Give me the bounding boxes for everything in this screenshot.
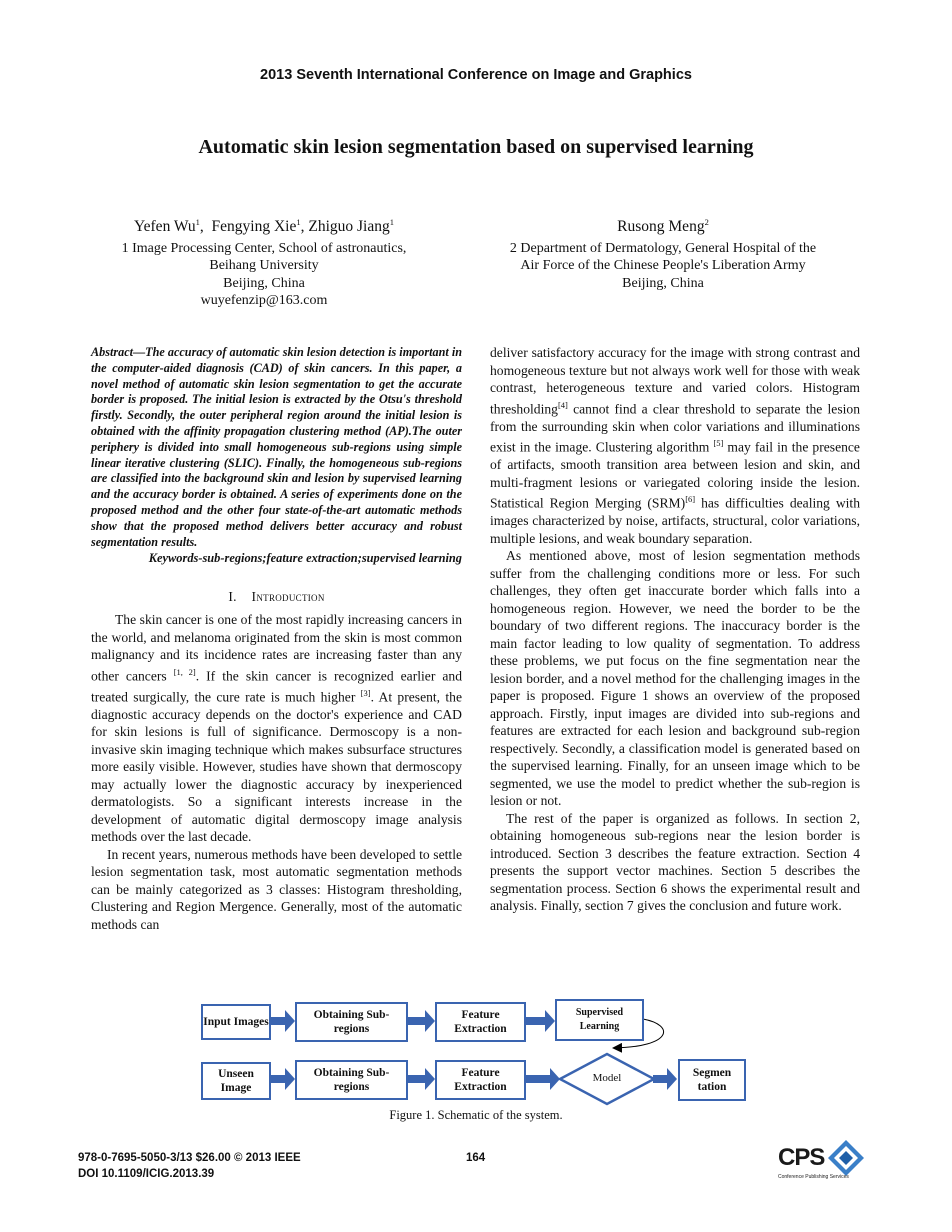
paragraph: As mentioned above, most of lesion segmentation methods suffer from the challenging conditions more or less. For such challenges, they often get inaccurate border which falls into a homogeneous region. However, we need the border to be the boundary of two different regions. The inaccuracy border is the main factor leading to low quality of segmentation. To address these problems, we put focus on the fine segmentation near the lesion border, and a novel method for the challenging images in the paper is proposed. Figure 1 shows an overview of the proposed approach. Firstly, input images are divided into sub-regions and features are extracted for each lesion and background sub-region respectively. Secondly, a classification model is generated based on the supervised learning. Finally, for an unseen image which to be segmented, we use the model to predict whether the sub-region is lesion or not. — [490, 548, 860, 809]
affiliation-line: 2 Department of Dermatology, General Hospital of the — [509, 240, 817, 256]
paragraph: deliver satisfactory accuracy for the image with strong contrast and homogeneous texture but not always work well for those with weak contrast, heterogeneous texture and varied colors. Histogram thresholding[4] cannot find a clear threshold to separate the lesion from the surrounding skin when color variations and illuminations exist in the image. Clustering algorithm [5] may fail in the presence of artifacts, smooth transition area between lesion and skin, and multi-fragment lesions or variegated coloring inside the lesion. Statistical Region Merging (SRM)[6] has difficulties dealing with images characterized by noise, artifacts, structural, color variations, multiple lesions, and weak boundary separation. — [490, 345, 860, 546]
flow-arrow — [270, 1010, 295, 1032]
flow-arrow — [407, 1010, 435, 1032]
affiliation-line: Beijing, China — [223, 275, 305, 291]
citation[interactable]: [1, 2] — [173, 666, 196, 677]
conference-header: 2013 Seventh International Conference on Image and Graphics — [260, 67, 692, 83]
flow-box-feature-extraction: Feature Extraction — [435, 1060, 526, 1100]
author-email[interactable]: wuyefenzip@163.com — [200, 293, 328, 309]
author-name: Fengying Xie — [211, 218, 297, 236]
paper-title: Automatic skin lesion segmentation based on supervised learning — [198, 136, 754, 158]
flow-box-input-images: Input Images — [201, 1004, 271, 1040]
page-number: 164 — [466, 1152, 486, 1164]
author-name: Zhiguo Jiang — [308, 218, 390, 236]
flow-box-feature-extraction: Feature Extraction — [435, 1002, 526, 1042]
keywords: Keywords-sub-regions;feature extraction;supervised learning — [148, 551, 462, 566]
citation[interactable]: [5] — [713, 438, 724, 449]
author-name: Rusong Meng — [617, 218, 705, 236]
paragraph: In recent years, numerous methods have been developed to settle lesion segmentation task, most automatic segmentation methods can be mainly categorized as 3 classes: Histogram thresholding, Clustering and Region Mergence. Generally, most of the automatic methods can — [91, 846, 462, 932]
affiliation-line: Beihang University — [209, 258, 319, 274]
author-name: Yefen Wu — [134, 218, 196, 236]
cps-diamond-icon — [826, 1138, 866, 1178]
doi-line: DOI 10.1109/ICIG.2013.39 — [78, 1168, 215, 1180]
citation[interactable]: [6] — [685, 494, 696, 505]
flow-arrow — [525, 1068, 560, 1090]
flow-arrow — [525, 1010, 555, 1032]
flow-arrow — [407, 1068, 435, 1090]
citation[interactable]: [3] — [360, 687, 371, 698]
flow-box-obtaining-subregions: Obtaining Sub-regions — [295, 1060, 408, 1100]
cps-logo — [778, 1138, 868, 1188]
affiliation-line: 1 Image Processing Center, School of astronautics, — [121, 240, 407, 256]
author-block-left — [96, 214, 432, 310]
figure-caption: Figure 1. Schematic of the system. — [389, 1108, 563, 1122]
author-names-right: Rusong Meng$^2$ — [617, 217, 709, 236]
citation[interactable]: [4] — [557, 399, 568, 410]
paragraph: The skin cancer is one of the most rapidly increasing cancers in the world, and melanoma originated from the skin is most common malignancy and its incidence rates are increasing faster than any other cancers [1, 2]. If the skin cancer is recognized earlier and treated surgically, the cure rate is much higher [3]. At present, the diagnostic accuracy depends on the doctor's experience and CAD for skin lesions is full of significance. Dermoscopy is a non-invasive skin imaging technique which makes subsurface structures more easily visible. However, studies have shown that dermoscopy may actually lower the diagnostic accuracy by inexperienced dermatologists. So a significant interests increase in the development of automatic digital dermoscopy image analysis methods over the last decade. — [91, 612, 462, 845]
flow-box-segmentation: Segmen tation — [678, 1059, 746, 1101]
author-block-right — [480, 214, 846, 292]
figure-schematic — [195, 995, 760, 1107]
cps-logo-text: CPS — [778, 1144, 825, 1171]
right-column — [490, 344, 860, 915]
abstract: Abstract—The accuracy of automatic skin lesion detection is important in the computer-aided diagnosis (CAD) of skin cancers. In this paper, a novel method of automatic skin lesion segmentation to get the accurate border is proposed. The initial lesion is extracted by the Otsu's threshold firstly. Secondly, the outer peripheral region around the initial lesion is obtained with the affinity propagation clustering method (AP).The outer periphery is divided into small homogeneous sub-regions using simple linear iterative clustering (SLIC). Finally, the homogeneous sub-regions are classified into the background skin and lesion by supervised learning and the accuracy border is obtained. A series of experiments done on the proposed method and the other four state-of-the-art automatic methods show that the proposed method delivers better accuracy and robust segmentation results. — [91, 345, 462, 549]
section-heading: I. Introduction — [228, 588, 325, 604]
flow-arrow — [270, 1068, 295, 1090]
flow-box-supervised-learning: Supervised Learning — [555, 999, 644, 1041]
affiliation-line: Air Force of the Chinese People's Liberation Army — [520, 258, 806, 274]
model-label: Model — [592, 1072, 622, 1084]
isbn-line: 978-0-7695-5050-3/13 $26.00 © 2013 IEEE — [78, 1152, 301, 1164]
author-names-left: Yefen Wu$^1$, Fengying Xie$^1$, Zhiguo Jiang$^1$ — [134, 217, 394, 236]
cps-logo-subtext: Conference Publishing Services — [778, 1174, 849, 1180]
affiliation-line: Beijing, China — [622, 275, 704, 291]
flow-box-unseen-image: Unseen Image — [201, 1062, 271, 1100]
flow-box-obtaining-subregions: Obtaining Sub-regions — [295, 1002, 408, 1042]
paragraph: The rest of the paper is organized as follows. In section 2, obtaining homogeneous sub-regions near the lesion border is introduced. Section 3 describes the feature extraction. Section 4 presents the support vector machines. Section 5 describes the segmentation process. Section 6 shows the experimental result and analysis. Finally, section 7 gives the conclusion and future work. — [490, 810, 860, 914]
left-column — [91, 345, 462, 933]
